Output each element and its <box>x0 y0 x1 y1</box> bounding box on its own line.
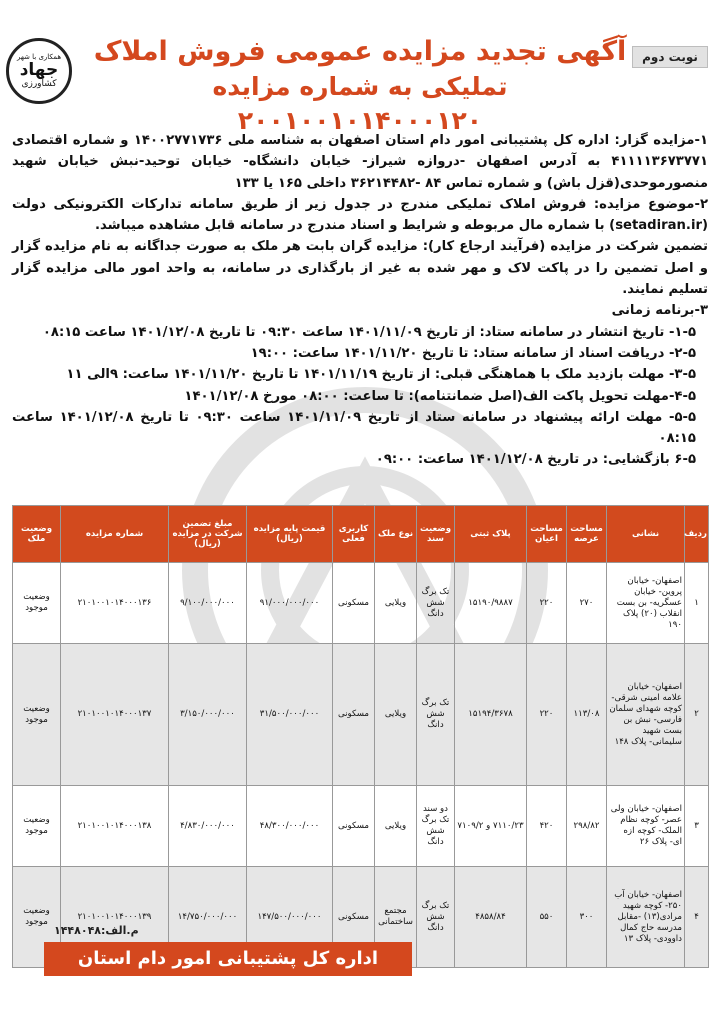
cell-row-number: ۲ <box>685 644 709 786</box>
cell-deed-status: تک برگ شش دانگ <box>417 867 455 968</box>
cell-guarantee-amount: ۴/۸۳۰/۰۰۰/۰۰۰ <box>169 786 247 867</box>
table-row <box>13 644 709 786</box>
properties-table <box>12 505 709 968</box>
cell-land-area: ۲۷۰ <box>567 563 607 644</box>
cell-property-type: مجتمع ساختمانی <box>375 867 417 968</box>
schedule-publish: ۱-۵- تاریخ انتشار در سامانه ستاد: از تاریخ ۱۴۰۱/۱۱/۰۹ ساعت ۰۹:۳۰ تا تاریخ ۱۴۰۱/۱۲/۰۸ ساعت ۰۸:۱۵ <box>42 324 696 340</box>
cell-base-price: ۹۱/۰۰۰/۰۰۰/۰۰۰ <box>247 563 333 644</box>
page-title <box>90 34 630 138</box>
cell-guarantee-amount: ۳/۱۵۰/۰۰۰/۰۰۰ <box>169 644 247 786</box>
cell-row-number: ۳ <box>685 786 709 867</box>
cell-base-price: ۳۱/۵۰۰/۰۰۰/۰۰۰ <box>247 644 333 786</box>
cell-deed-status: تک برگ شش دانگ <box>417 644 455 786</box>
table-row <box>13 786 709 867</box>
reference-number: م.الف:۱۴۴۸۰۴۸ <box>54 924 139 937</box>
cell-building-area: ۵۵۰ <box>527 867 567 968</box>
cell-auction-number: ۲۱۰۱۰۰۱۰۱۴۰۰۰۱۳۸ <box>61 786 169 867</box>
header-property-status: وضعیت ملک <box>13 506 61 563</box>
table-header-row <box>13 506 709 563</box>
cell-property-type: ویلایی <box>375 786 417 867</box>
cell-land-area: ۲۹۸/۸۲ <box>567 786 607 867</box>
logo-bottom-text: کشاورزی <box>21 79 57 89</box>
item-auctioneer: ۱-مزایده گزار: اداره کل پشتیبانی امور دام استان اصفهان به شناسه ملی ۱۴۰۰۲۷۷۱۷۳۶ و شماره اقتصادی ۴۱۱۱۱۳۶۷۳۷۷۱ به آدرس اصفهان -دروازه شیراز- خیابان دانشگاه- خیابان توحید-نبش خیابان شهید منصورموحدی(قزل باش) و شماره تماس ۸۴ -۳۶۲۱۴۴۸۲ داخلی ۱۶۵ یا ۱۳۳ <box>12 133 708 191</box>
cell-deed-status: تک برگ شش دانگ <box>417 563 455 644</box>
cell-registry-plate: ۱۵۱۹۴/۳۶۷۸ <box>455 644 527 786</box>
announcement-body <box>12 130 708 471</box>
cell-guarantee-amount: ۹/۱۰۰/۰۰۰/۰۰۰ <box>169 563 247 644</box>
cell-auction-number: ۲۱۰۱۰۰۱۰۱۴۰۰۰۱۳۷ <box>61 644 169 786</box>
cell-address: اصفهان- خیابان ولی عصر- کوچه نظام الملک- کوچه ازه ای- پلاک ۲۶ <box>607 786 685 867</box>
cell-address: اصفهان- خیابان آب ۲۵۰- کوچه شهید مرادی(۱۳) -مقابل مدرسه حاج کمال داوودی- پلاک ۱۳ <box>607 867 685 968</box>
cell-property-status: وضعیت موجود <box>13 644 61 786</box>
cell-property-status: وضعیت موجود <box>13 867 61 968</box>
header-base-price: قیمت پایه مزایده (ریال) <box>247 506 333 563</box>
cell-guarantee-amount: ۱۴/۷۵۰/۰۰۰/۰۰۰ <box>169 867 247 968</box>
header-row-number: ردیف <box>685 506 709 563</box>
cell-registry-plate: ۷۱۱۰/۲۳ و ۷۱۰۹/۲ <box>455 786 527 867</box>
schedule-opening: ۶-۵ بازگشایی: در تاریخ ۱۴۰۱/۱۲/۰۸ ساعت: ۰۹:۰۰ <box>375 452 696 468</box>
cell-auction-number: ۲۱۰۱۰۰۱۰۱۴۰۰۰۱۳۹ <box>61 867 169 968</box>
cell-address: اصفهان- خیابان پروین- خیابان عسگریه- بن بست انقلاب (۲۰) پلاک ۱۹۰ <box>607 563 685 644</box>
item-subject: ۲-موضوع مزایده: فروش املاک تملیکی مندرج در جدول زیر از طریق سامانه تدارکات الکترونیکی دولت (setadiran.ir) با شماره مال مربوطه و شرایط و اسناد مندرج در سامانه قابل مشاهده میباشد. <box>12 196 708 234</box>
title-line-2: تملیکی به شماره مزایده ۲۰۰۱۰۰۱۰۱۴۰۰۰۱۲۰ <box>212 72 508 135</box>
logo-main-text: جهاد <box>19 60 59 80</box>
round-badge: نوبت دوم <box>632 46 708 68</box>
cell-property-type: ویلایی <box>375 644 417 786</box>
cell-building-area: ۲۲۰ <box>527 563 567 644</box>
header-guarantee-amount: مبلغ تضمین شرکت در مزایده (ریال) <box>169 506 247 563</box>
cell-address: اصفهان- خیابان علامه امینی شرقی- کوچه شهدای سلمان فارسی- نبش بن بست شهید سلیمانی- پلاک ۱۴۸ <box>607 644 685 786</box>
cell-row-number: ۴ <box>685 867 709 968</box>
cell-current-use: مسکونی <box>333 867 375 968</box>
cell-property-type: ویلایی <box>375 563 417 644</box>
cell-auction-number: ۲۱۰۱۰۰۱۰۱۴۰۰۰۱۳۶ <box>61 563 169 644</box>
cell-deed-status: دو سند تک برگ شش دانگ <box>417 786 455 867</box>
header-address: نشانی <box>607 506 685 563</box>
schedule-proposal: ۵-۵- مهلت ارائه پیشنهاد در سامانه ستاد از تاریخ ۱۴۰۱/۱۱/۰۹ ساعت ۰۹:۳۰ تا تاریخ ۱۴۰۱/۱۲/۰۸ ساعت ۰۸:۱۵ <box>12 409 697 447</box>
header-current-use: کاربری فعلی <box>333 506 375 563</box>
cell-land-area: ۱۱۳/۰۸ <box>567 644 607 786</box>
header-registry-plate: پلاک ثبتی <box>455 506 527 563</box>
cell-building-area: ۴۲۰ <box>527 786 567 867</box>
cell-row-number: ۱ <box>685 563 709 644</box>
schedule-visit: ۳-۵- مهلت بازدید ملک با هماهنگی قبلی: از تاریخ ۱۴۰۱/۱۱/۱۹ تا تاریخ ۱۴۰۱/۱۱/۲۰ ساعت: ۹الی ۱۱ <box>66 367 696 383</box>
cell-registry-plate: ۴۸۵۸/۸۴ <box>455 867 527 968</box>
item-guarantee: تضمین شرکت در مزایده (فرآیند ارجاع کار): مزایده گران بابت هر ملک به صورت جداگانه به نام مزایده گزار و اصل تضمین را در پاکت لاک و مهر شده به غیر از بارگذاری در سامانه، به واحد امور مالی مزایده گزار تسلیم نمایند. <box>12 239 708 298</box>
cell-base-price: ۴۸/۳۰۰/۰۰۰/۰۰۰ <box>247 786 333 867</box>
header-land-area: مساحت عرصه <box>567 506 607 563</box>
title-line-1: آگهی تجدید مزایده عمومی فروش املاک <box>93 36 627 67</box>
cell-current-use: مسکونی <box>333 786 375 867</box>
header-property-type: نوع ملک <box>375 506 417 563</box>
logo-top-text: همکاری با شهر <box>16 53 62 61</box>
header-auction-number: شماره مزایده <box>61 506 169 563</box>
cell-building-area: ۲۲۰ <box>527 644 567 786</box>
cell-base-price: ۱۴۷/۵۰۰/۰۰۰/۰۰۰ <box>247 867 333 968</box>
cell-registry-plate: ۱۵۱۹۰/۹۸۸۷ <box>455 563 527 644</box>
item-schedule-heading: ۳-برنامه زمانی <box>611 303 708 319</box>
cell-current-use: مسکونی <box>333 644 375 786</box>
header-building-area: مساحت اعیان <box>527 506 567 563</box>
jahad-logo <box>6 38 72 104</box>
header-deed-status: وضعیت سند <box>417 506 455 563</box>
schedule-documents: ۲-۵- دریافت اسناد از سامانه ستاد: تا تاریخ ۱۴۰۱/۱۱/۲۰ ساعت: ۱۹:۰۰ <box>250 345 696 361</box>
schedule-envelope: ۴-۵-مهلت تحویل پاکت الف(اصل ضمانتنامه): تا ساعت: ۰۸:۰۰ مورخ ۱۴۰۱/۱۲/۰۸ <box>184 388 696 404</box>
cell-land-area: ۳۰۰ <box>567 867 607 968</box>
cell-current-use: مسکونی <box>333 563 375 644</box>
cell-property-status: وضعیت موجود <box>13 563 61 644</box>
cell-property-status: وضعیت موجود <box>13 786 61 867</box>
footer-banner: اداره کل پشتیبانی امور دام استان اصفهان <box>44 942 412 976</box>
table-row <box>13 563 709 644</box>
